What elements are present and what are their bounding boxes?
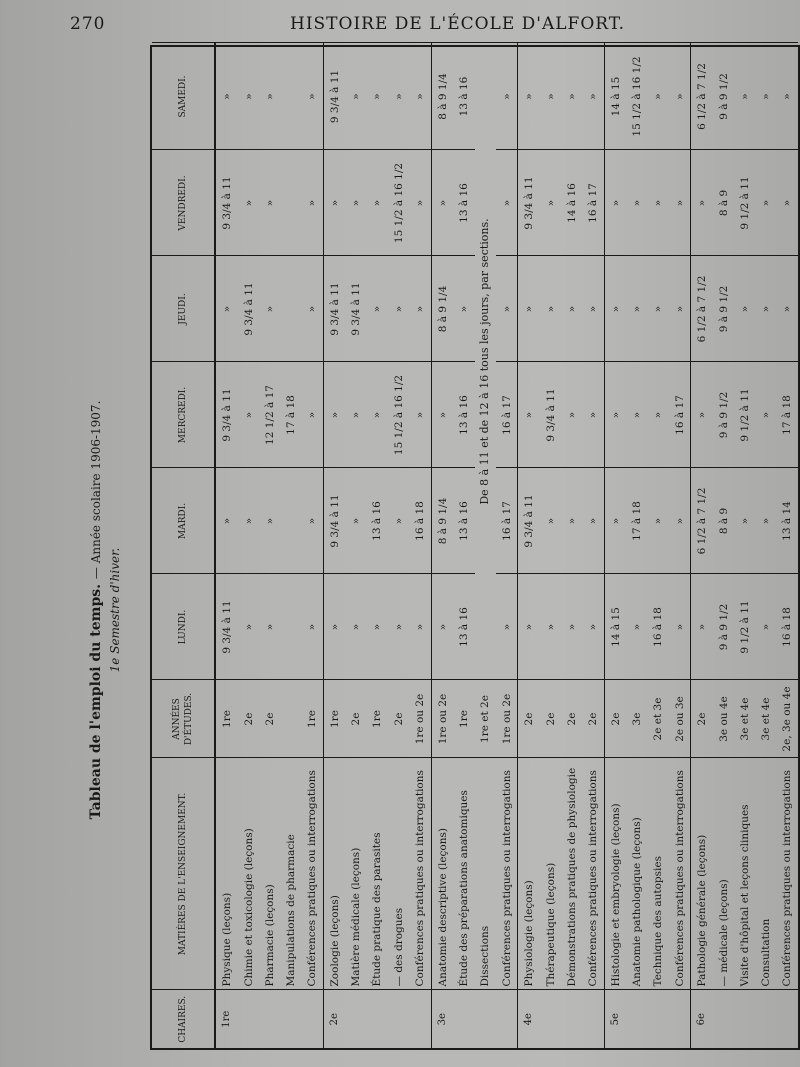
mercredi-cell: »: [302, 362, 324, 468]
jeudi-cell: »: [259, 256, 280, 362]
jeudi-cell: »: [518, 256, 540, 362]
mercredi-cell: »: [324, 362, 346, 468]
table-row: [626, 43, 647, 1048]
annee-cell: 3e: [626, 680, 647, 758]
vendredi-cell: »: [540, 150, 561, 256]
table-row: [324, 43, 346, 1048]
lundi-cell: »: [388, 574, 409, 680]
matiere-cell: Physiologie (leçons): [518, 758, 540, 990]
matiere-cell: Matière médicale (leçons): [346, 758, 367, 990]
page-number: 270: [70, 14, 106, 34]
samedi-cell: »: [561, 43, 582, 150]
mardi-cell: »: [648, 468, 669, 574]
matiere-cell: Pathologie générale (leçons): [691, 758, 713, 990]
chaire-cell: 1re: [215, 990, 238, 1048]
jeudi-cell: 6 1/2 à 7 1/2: [691, 256, 713, 362]
matiere-cell: Technique des autopsies: [648, 758, 669, 990]
lundi-cell: »: [431, 574, 453, 680]
jeudi-cell: »: [582, 256, 604, 362]
samedi-cell: »: [648, 43, 669, 150]
matiere-cell: Consultation: [755, 758, 776, 990]
mercredi-cell: »: [409, 362, 431, 468]
vendredi-cell: 8 à 9: [713, 150, 734, 256]
column-header: CHAIRES.: [152, 990, 215, 1048]
chaire-cell: 4e: [518, 990, 540, 1048]
table-row: [518, 43, 540, 1048]
samedi-cell: 9 3/4 à 11: [324, 43, 346, 150]
chaire-cell: [280, 990, 301, 1048]
vendredi-cell: 15 1/2 à 16 1/2: [388, 150, 409, 256]
annee-cell: 1re ou 2e: [431, 680, 453, 758]
chaire-cell: [713, 990, 734, 1048]
lundi-cell: »: [669, 574, 691, 680]
samedi-cell: »: [409, 43, 431, 150]
annee-cell: 2e: [604, 680, 626, 758]
chaire-cell: [755, 990, 776, 1048]
vendredi-cell: »: [755, 150, 776, 256]
samedi-cell: »: [734, 43, 755, 150]
vendredi-cell: »: [409, 150, 431, 256]
jeudi-cell: »: [755, 256, 776, 362]
table-row: [540, 43, 561, 1048]
annee-cell: 3e et 4e: [734, 680, 755, 758]
lundi-cell: »: [259, 574, 280, 680]
table-row: [280, 43, 301, 1048]
vendredi-cell: »: [259, 150, 280, 256]
jeudi-cell: »: [604, 256, 626, 362]
table-row: [388, 43, 409, 1048]
jeudi-cell: 9 3/4 à 11: [324, 256, 346, 362]
chaire-cell: [238, 990, 259, 1048]
matiere-cell: Étude pratique des parasites: [367, 758, 388, 990]
jeudi-cell: »: [388, 256, 409, 362]
chaire-cell: [777, 990, 798, 1048]
mardi-cell: 8 à 9: [713, 468, 734, 574]
table-row: [713, 43, 734, 1048]
column-header: VENDREDI.: [152, 150, 215, 256]
mercredi-cell: »: [518, 362, 540, 468]
vendredi-cell: »: [626, 150, 647, 256]
annee-cell: 2e: [691, 680, 713, 758]
matiere-cell: Conférences pratiques ou interrogations: [496, 758, 518, 990]
lundi-cell: 9 3/4 à 11: [215, 574, 238, 680]
mardi-cell: »: [388, 468, 409, 574]
mercredi-cell: »: [626, 362, 647, 468]
matiere-cell: Conférences pratiques ou interrogations: [669, 758, 691, 990]
lundi-cell: 14 à 15: [604, 574, 626, 680]
vendredi-cell: »: [324, 150, 346, 256]
table-row: [691, 43, 713, 1048]
mercredi-cell: 9 3/4 à 11: [540, 362, 561, 468]
mercredi-cell: »: [346, 362, 367, 468]
annee-cell: 2e: [518, 680, 540, 758]
samedi-cell: 15 1/2 à 16 1/2: [626, 43, 647, 150]
vendredi-cell: »: [431, 150, 453, 256]
annee-cell: 1re: [453, 680, 474, 758]
samedi-cell: 9 à 9 1/2: [713, 43, 734, 150]
mercredi-cell: 16 à 17: [669, 362, 691, 468]
samedi-cell: »: [540, 43, 561, 150]
lundi-cell: »: [238, 574, 259, 680]
matiere-cell: Conférences pratiques ou interrogations: [777, 758, 798, 990]
samedi-cell: »: [755, 43, 776, 150]
mardi-cell: »: [259, 468, 280, 574]
chaire-cell: [648, 990, 669, 1048]
lundi-cell: »: [561, 574, 582, 680]
jeudi-cell: »: [302, 256, 324, 362]
annee-cell: 2e: [346, 680, 367, 758]
vendredi-cell: 13 à 16: [453, 150, 474, 256]
mardi-cell: 8 à 9 1/4: [431, 468, 453, 574]
schedule-table-frame: [150, 45, 800, 1050]
jeudi-cell: 9 à 9 1/2: [713, 256, 734, 362]
jeudi-cell: »: [777, 256, 798, 362]
table-row: [648, 43, 669, 1048]
lundi-cell: »: [346, 574, 367, 680]
vendredi-cell: »: [302, 150, 324, 256]
vendredi-cell: 14 à 16: [561, 150, 582, 256]
table-row: [669, 43, 691, 1048]
mardi-cell: »: [582, 468, 604, 574]
chaire-cell: [561, 990, 582, 1048]
jeudi-cell: »: [561, 256, 582, 362]
mercredi-cell: »: [648, 362, 669, 468]
chaire-cell: [409, 990, 431, 1048]
samedi-cell: »: [302, 43, 324, 150]
jeudi-cell: »: [215, 256, 238, 362]
chaire-cell: [582, 990, 604, 1048]
schedule-table: [152, 43, 798, 1049]
mardi-cell: »: [604, 468, 626, 574]
table-row: [346, 43, 367, 1048]
annee-cell: 1re: [324, 680, 346, 758]
column-header: MERCREDI.: [152, 362, 215, 468]
column-header: MARDI.: [152, 468, 215, 574]
chaire-cell: [475, 990, 496, 1048]
lundi-cell: 16 à 18: [648, 574, 669, 680]
vendredi-cell: »: [238, 150, 259, 256]
caption-semester: 1e Semestre d'hiver.: [108, 547, 122, 673]
lundi-cell: »: [626, 574, 647, 680]
lundi-cell: »: [582, 574, 604, 680]
matiere-cell: Thérapeutique (leçons): [540, 758, 561, 990]
samedi-cell: »: [367, 43, 388, 150]
running-head: [70, 14, 780, 38]
samedi-cell: 14 à 15: [604, 43, 626, 150]
chaire-cell: 6e: [691, 990, 713, 1048]
vendredi-cell: »: [604, 150, 626, 256]
chaire-cell: [734, 990, 755, 1048]
column-header: SAMEDI.: [152, 43, 215, 150]
matiere-cell: Pharmacie (leçons): [259, 758, 280, 990]
table-row: [302, 43, 324, 1048]
matiere-cell: Anatomie descriptive (leçons): [431, 758, 453, 990]
matiere-cell: Manipulations de pharmacie: [280, 758, 301, 990]
table-row: [475, 43, 496, 1048]
chaire-cell: [496, 990, 518, 1048]
mercredi-cell: 9 à 9 1/2: [713, 362, 734, 468]
annee-cell: 2e: [540, 680, 561, 758]
mercredi-cell: 17 à 18: [280, 362, 301, 468]
mardi-cell: »: [540, 468, 561, 574]
jeudi-cell: »: [648, 256, 669, 362]
jeudi-cell: »: [409, 256, 431, 362]
matiere-cell: Chimie et toxicologie (leçons): [238, 758, 259, 990]
lundi-cell: »: [367, 574, 388, 680]
mercredi-cell: 15 1/2 à 16 1/2: [388, 362, 409, 468]
vendredi-cell: »: [496, 150, 518, 256]
annee-cell: [280, 680, 301, 758]
jeudi-cell: »: [496, 256, 518, 362]
mercredi-cell: 12 1/2 à 17: [259, 362, 280, 468]
vendredi-cell: 9 3/4 à 11: [215, 150, 238, 256]
mardi-cell: »: [734, 468, 755, 574]
annee-cell: 2e et 3e: [648, 680, 669, 758]
samedi-cell: 6 1/2 à 7 1/2: [691, 43, 713, 150]
mardi-cell: »: [346, 468, 367, 574]
mercredi-cell: 9 1/2 à 11: [734, 362, 755, 468]
matiere-cell: Conférences pratiques ou interrogations: [302, 758, 324, 990]
vendredi-cell: 16 à 17: [582, 150, 604, 256]
mercredi-cell: 17 à 18: [777, 362, 798, 468]
mardi-cell: 13 à 16: [367, 468, 388, 574]
vendredi-cell: 9 3/4 à 11: [518, 150, 540, 256]
table-row: [777, 43, 798, 1048]
samedi-cell: »: [215, 43, 238, 150]
lundi-cell: »: [518, 574, 540, 680]
table-row: [238, 43, 259, 1048]
vendredi-cell: »: [648, 150, 669, 256]
mardi-cell: 16 à 17: [496, 468, 518, 574]
chaire-cell: [626, 990, 647, 1048]
mardi-cell: 13 à 14: [777, 468, 798, 574]
lundi-cell: »: [409, 574, 431, 680]
annee-cell: 1re: [367, 680, 388, 758]
vendredi-cell: »: [346, 150, 367, 256]
samedi-cell: »: [777, 43, 798, 150]
samedi-cell: »: [388, 43, 409, 150]
mardi-cell: »: [215, 468, 238, 574]
chaire-cell: [259, 990, 280, 1048]
table-row: [431, 43, 453, 1048]
samedi-cell: »: [518, 43, 540, 150]
mercredi-cell: »: [561, 362, 582, 468]
chaire-cell: 3e: [431, 990, 453, 1048]
chaire-cell: 2e: [324, 990, 346, 1048]
lundi-cell: 9 1/2 à 11: [734, 574, 755, 680]
vendredi-cell: 9 1/2 à 11: [734, 150, 755, 256]
mardi-cell: »: [302, 468, 324, 574]
annee-cell: 2e: [388, 680, 409, 758]
table-row: [409, 43, 431, 1048]
table-row: [453, 43, 474, 1048]
matiere-cell: Zoologie (leçons): [324, 758, 346, 990]
jeudi-cell: »: [734, 256, 755, 362]
table-row: [755, 43, 776, 1048]
matiere-cell: Histologie et embryologie (leçons): [604, 758, 626, 990]
mercredi-cell: 13 à 16: [453, 362, 474, 468]
vendredi-cell: [280, 150, 301, 256]
vendredi-cell: »: [367, 150, 388, 256]
mercredi-cell: »: [367, 362, 388, 468]
samedi-cell: [280, 43, 301, 150]
chaire-cell: [367, 990, 388, 1048]
chaire-cell: [302, 990, 324, 1048]
vendredi-cell: »: [669, 150, 691, 256]
chaire-cell: [669, 990, 691, 1048]
chaire-cell: 5e: [604, 990, 626, 1048]
samedi-cell: »: [346, 43, 367, 150]
jeudi-cell: [280, 256, 301, 362]
annee-cell: 1re et 2e: [475, 680, 496, 758]
jeudi-cell: »: [367, 256, 388, 362]
table-row: [367, 43, 388, 1048]
mardi-cell: 9 3/4 à 11: [518, 468, 540, 574]
annee-cell: 2e: [561, 680, 582, 758]
mardi-cell: »: [755, 468, 776, 574]
chaire-cell: [453, 990, 474, 1048]
jeudi-cell: 9 3/4 à 11: [238, 256, 259, 362]
mercredi-cell: »: [755, 362, 776, 468]
lundi-cell: »: [496, 574, 518, 680]
mercredi-cell: »: [431, 362, 453, 468]
matiere-cell: Dissections: [475, 758, 496, 990]
caption-title: Tableau de l'emploi du temps.: [88, 583, 104, 820]
lundi-cell: [280, 574, 301, 680]
mardi-cell: 16 à 18: [409, 468, 431, 574]
lundi-cell: 9 à 9 1/2: [713, 574, 734, 680]
matiere-cell: Anatomie pathologique (leçons): [626, 758, 647, 990]
samedi-cell: »: [582, 43, 604, 150]
matiere-cell: Démonstrations pratiques de physiologie: [561, 758, 582, 990]
lundi-cell: »: [691, 574, 713, 680]
column-header: MATIÈRES DE L'ENSEIGNEMENT.: [152, 758, 215, 990]
mercredi-cell: »: [604, 362, 626, 468]
mardi-cell: [280, 468, 301, 574]
jeudi-cell: »: [669, 256, 691, 362]
table-row: [561, 43, 582, 1048]
annee-cell: 1re ou 2e: [496, 680, 518, 758]
chaire-cell: [346, 990, 367, 1048]
matiere-cell: — médicale (leçons): [713, 758, 734, 990]
jeudi-cell: »: [540, 256, 561, 362]
chaire-cell: [540, 990, 561, 1048]
column-header: ANNÉES D'ÉTUDES.: [152, 680, 215, 758]
annee-cell: 2e: [238, 680, 259, 758]
matiere-cell: Conférences pratiques ou interrogations: [409, 758, 431, 990]
annee-cell: 1re ou 2e: [409, 680, 431, 758]
lundi-cell: »: [540, 574, 561, 680]
mardi-cell: »: [238, 468, 259, 574]
mardi-cell: »: [561, 468, 582, 574]
annee-cell: 3e et 4e: [755, 680, 776, 758]
vendredi-cell: »: [691, 150, 713, 256]
annee-cell: 2e, 3e ou 4e: [777, 680, 798, 758]
samedi-cell: »: [496, 43, 518, 150]
vendredi-cell: »: [777, 150, 798, 256]
lundi-cell: »: [755, 574, 776, 680]
mardi-cell: 9 3/4 à 11: [324, 468, 346, 574]
matiere-cell: — des drogues: [388, 758, 409, 990]
jeudi-cell: 9 3/4 à 11: [346, 256, 367, 362]
matiere-cell: Physique (leçons): [215, 758, 238, 990]
table-row: [259, 43, 280, 1048]
dissections-banner: De 8 à 11 et de 12 à 16 tous les jours, par sections.: [475, 43, 496, 680]
matiere-cell: Visite d'hôpital et leçons cliniques: [734, 758, 755, 990]
mardi-cell: 6 1/2 à 7 1/2: [691, 468, 713, 574]
mercredi-cell: »: [238, 362, 259, 468]
jeudi-cell: »: [453, 256, 474, 362]
matiere-cell: Étude des préparations anatomiques: [453, 758, 474, 990]
lundi-cell: »: [302, 574, 324, 680]
chaire-cell: [388, 990, 409, 1048]
annee-cell: 1re: [215, 680, 238, 758]
samedi-cell: »: [259, 43, 280, 150]
mercredi-cell: »: [691, 362, 713, 468]
annee-cell: 1re: [302, 680, 324, 758]
mardi-cell: »: [669, 468, 691, 574]
annee-cell: 2e: [582, 680, 604, 758]
table-row: [215, 43, 238, 1048]
caption-subtitle: — Année scolaire 1906-1907.: [89, 400, 103, 580]
table-caption: [88, 260, 122, 960]
jeudi-cell: 8 à 9 1/4: [431, 256, 453, 362]
column-header: LUNDI.: [152, 574, 215, 680]
table-row: [496, 43, 518, 1048]
lundi-cell: 16 à 18: [777, 574, 798, 680]
samedi-cell: »: [669, 43, 691, 150]
table-row: [582, 43, 604, 1048]
annee-cell: 2e: [259, 680, 280, 758]
column-header: JEUDI.: [152, 256, 215, 362]
samedi-cell: 13 à 16: [453, 43, 474, 150]
annee-cell: 2e ou 3e: [669, 680, 691, 758]
mardi-cell: 13 à 16: [453, 468, 474, 574]
mardi-cell: 17 à 18: [626, 468, 647, 574]
mercredi-cell: 9 3/4 à 11: [215, 362, 238, 468]
lundi-cell: »: [324, 574, 346, 680]
lundi-cell: 13 à 16: [453, 574, 474, 680]
table-row: [734, 43, 755, 1048]
mercredi-cell: 16 à 17: [496, 362, 518, 468]
mercredi-cell: »: [582, 362, 604, 468]
annee-cell: 3e ou 4e: [713, 680, 734, 758]
samedi-cell: 8 à 9 1/4: [431, 43, 453, 150]
running-title: HISTOIRE DE L'ÉCOLE D'ALFORT.: [290, 14, 625, 34]
matiere-cell: Conférences pratiques ou interrogations: [582, 758, 604, 990]
samedi-cell: »: [238, 43, 259, 150]
jeudi-cell: »: [626, 256, 647, 362]
table-row: [604, 43, 626, 1048]
